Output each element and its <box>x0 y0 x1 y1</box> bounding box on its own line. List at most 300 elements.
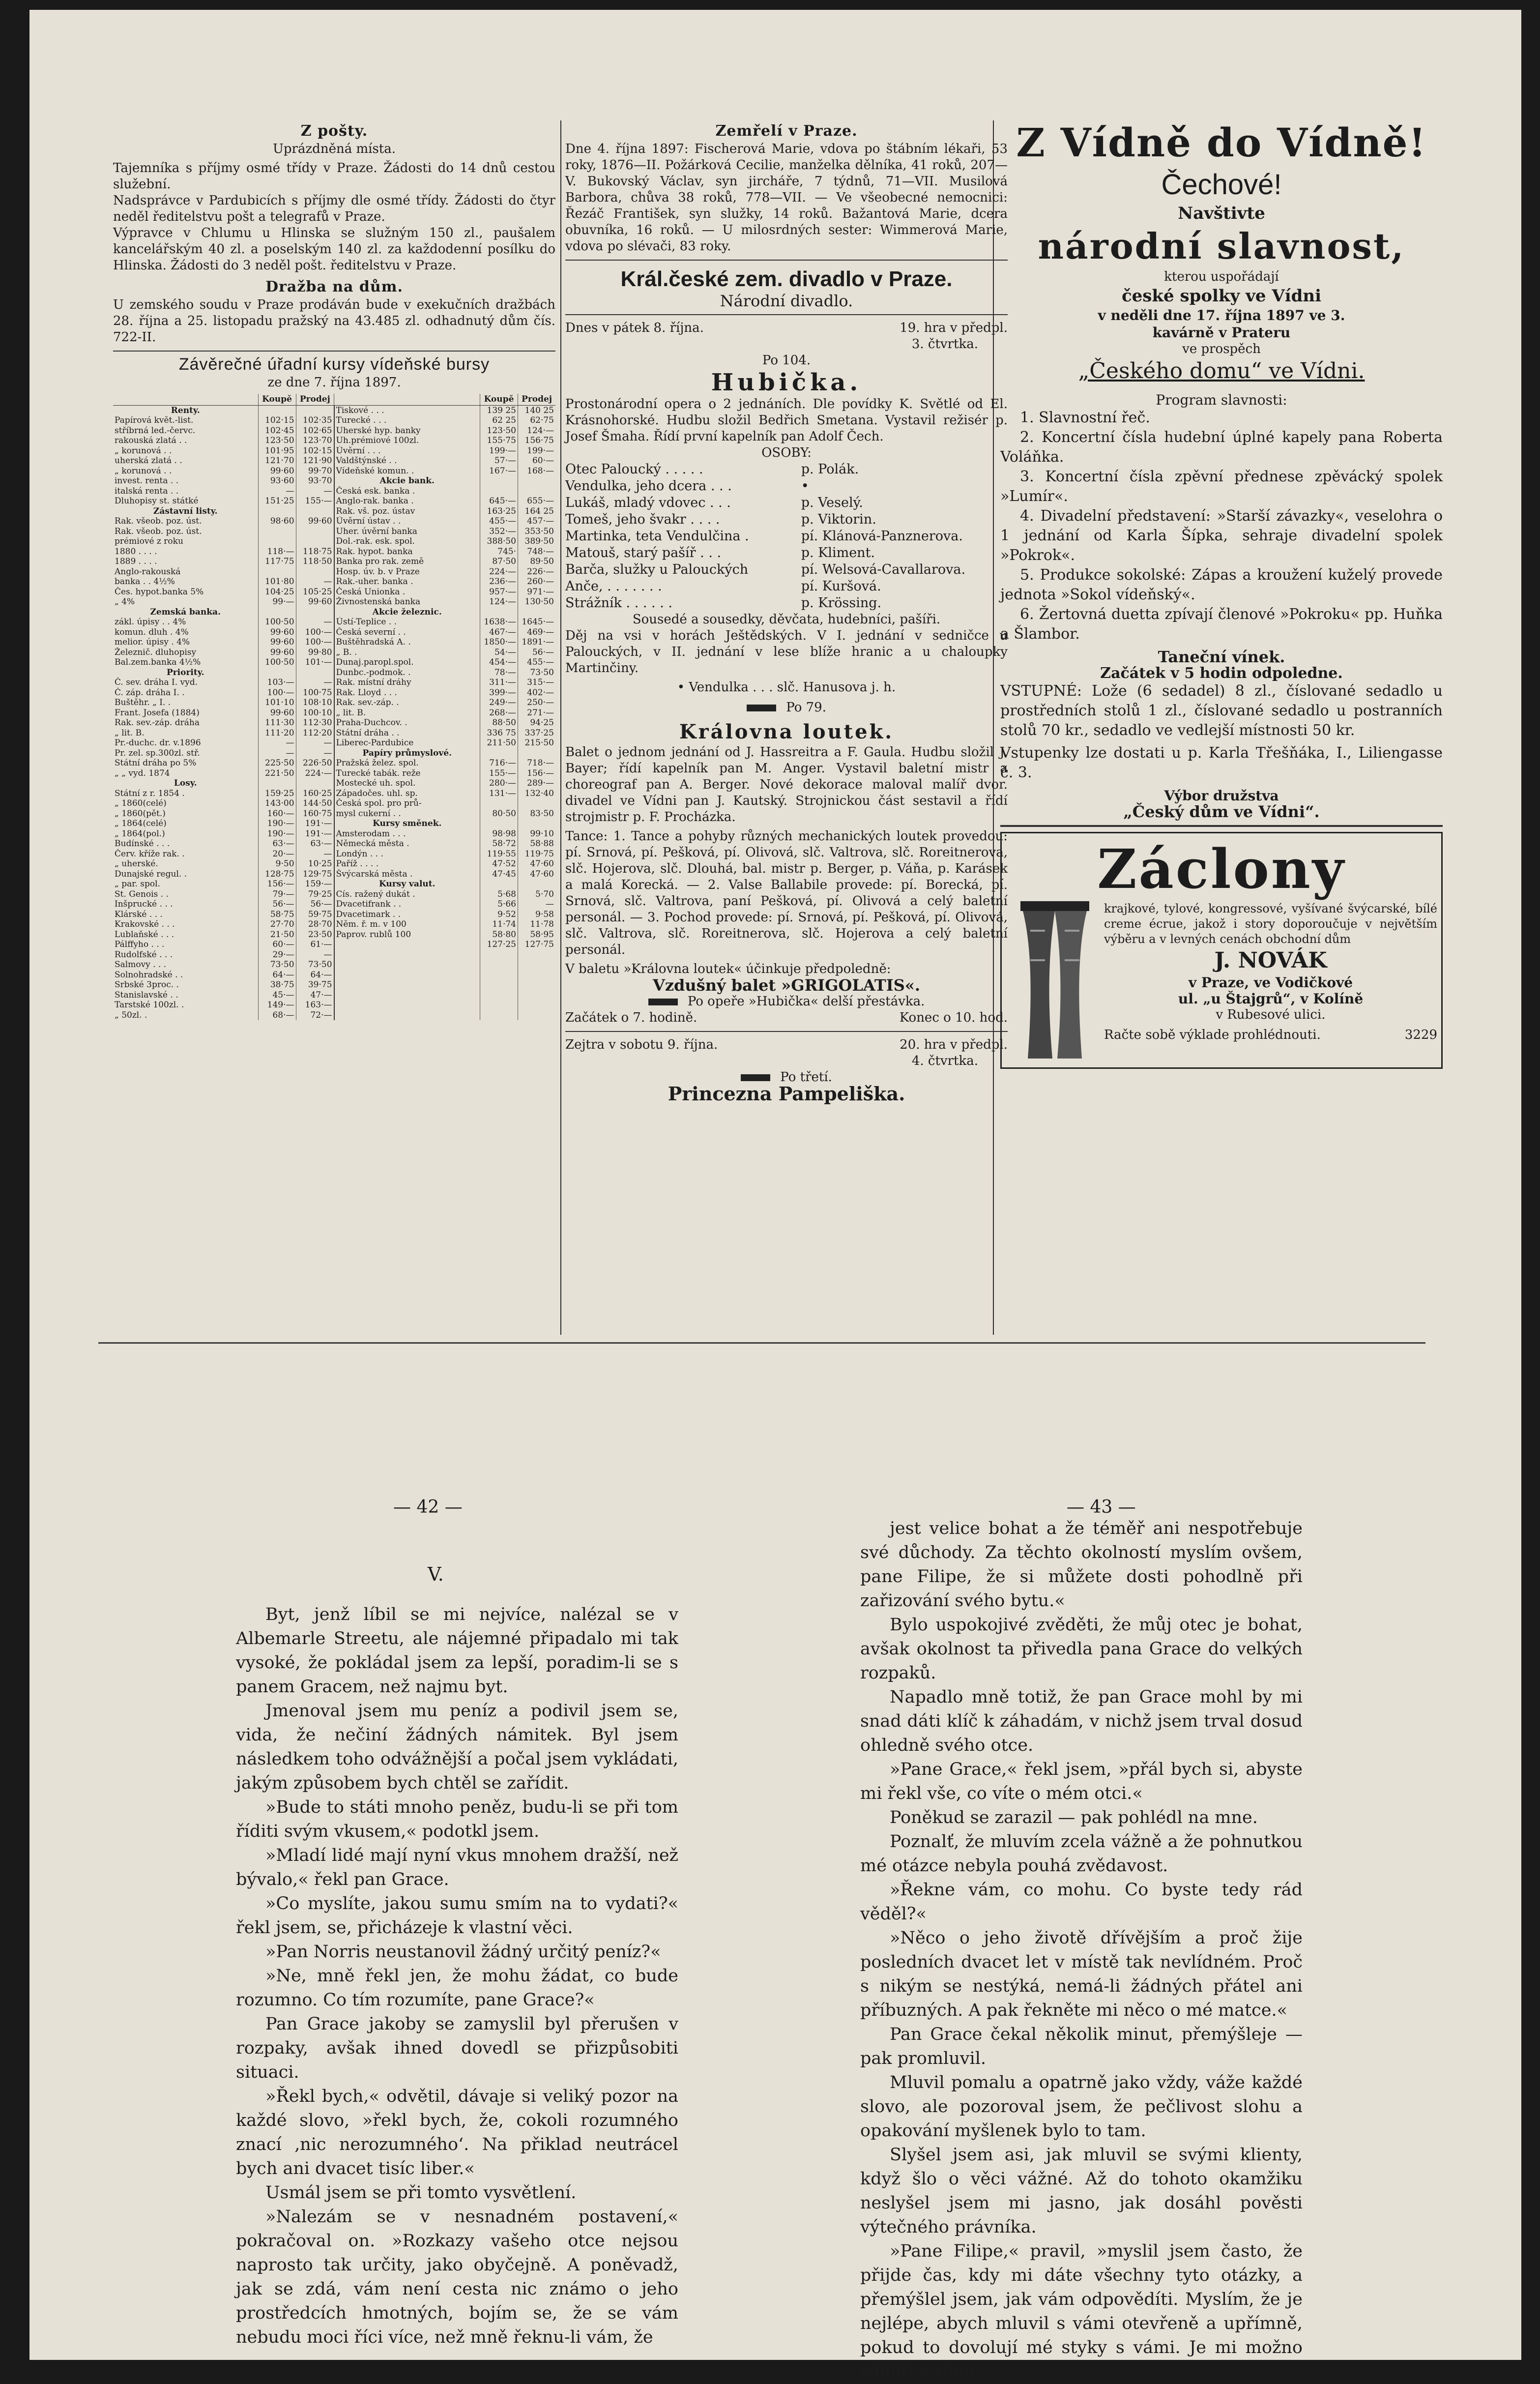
table-cell: Česká esk. banka . <box>334 486 480 497</box>
table-cell: 21·50 <box>258 930 296 940</box>
page-number-left: — 42 — <box>393 1497 463 1517</box>
table-cell: Anglo-rakouská <box>115 566 181 577</box>
table-cell: 105·25 <box>296 587 334 597</box>
table-cell: 94·25 <box>518 718 556 728</box>
cast-row <box>565 545 1008 561</box>
table-cell: komun. dluh . 4% <box>115 627 189 637</box>
table-cell: Pražská želez. spol. <box>334 758 480 768</box>
table-cell: 101·95 <box>258 446 296 456</box>
table-cell <box>480 879 518 889</box>
table-cell: 99·60 <box>258 648 296 658</box>
table-cell: 58·95 <box>518 930 556 940</box>
table-cell: 124·— <box>480 597 518 607</box>
book-page-right <box>860 1517 1303 2384</box>
table-cell: 119·55 <box>480 849 518 859</box>
table-cell: 163·— <box>296 1000 334 1010</box>
section-divider <box>98 1342 1425 1344</box>
cast-row <box>565 478 1008 495</box>
cast-row <box>565 511 1008 528</box>
program-item: 6. Žertovná duetta zpívají členové »Pokroku« pp. Huňka a Šlambor. <box>1000 606 1443 643</box>
table-cell: 225·50 <box>258 758 296 768</box>
table-cell: 123·70 <box>296 436 334 446</box>
program-item: 1. Slavnostní řeč. <box>1020 409 1150 426</box>
table-cell: 311·— <box>480 677 518 688</box>
table-cell: 718·— <box>518 758 556 768</box>
table-cell: Úvěrní ústav . . <box>334 516 480 527</box>
table-cell: Bal.zem.banka 4½% <box>115 657 201 667</box>
table-cell: 89·50 <box>518 557 556 567</box>
table-cell: 249·— <box>480 698 518 708</box>
table-cell: 224·— <box>296 768 334 779</box>
table-cell <box>334 1000 480 1010</box>
table-cell: 971·— <box>518 587 556 597</box>
table-cell: 80·50 <box>480 809 518 819</box>
table-cell: 745· <box>480 547 518 557</box>
table-cell: 143·00 <box>258 798 296 809</box>
table-cell: 127·25 <box>480 940 518 950</box>
table-cell: 132·40 <box>518 789 556 799</box>
table-cell: Dluhopisy st. státké <box>115 496 199 506</box>
table-row <box>113 516 555 527</box>
table-cell: Čes. hypot.banka 5% <box>115 587 204 597</box>
table-row <box>113 607 555 618</box>
table-cell: — <box>518 899 556 910</box>
table-cell: 68·— <box>258 1010 296 1021</box>
table-cell: 5·70 <box>518 889 556 900</box>
table-cell: 9·50 <box>258 859 296 869</box>
table-cell: 454·— <box>480 657 518 668</box>
table-cell: 155·75 <box>480 436 518 446</box>
table-cell: 1645·— <box>518 617 556 627</box>
novak-invite: Račte sobě výklade prohlédnouti. <box>1104 1028 1321 1042</box>
performance-count-79 <box>565 700 1008 716</box>
table-cell: — <box>296 617 334 627</box>
table-cell <box>296 536 334 547</box>
table-row <box>113 990 555 1001</box>
table-cell: 47·— <box>296 990 334 1001</box>
table-cell: 399·— <box>480 688 518 698</box>
table-cell: 655·— <box>518 496 556 506</box>
table-cell: 190·— <box>258 829 296 839</box>
table-cell: 99·80 <box>296 648 334 658</box>
actor-name: pí. Klánová-Panznerova. <box>801 529 963 544</box>
table-cell: 99·10 <box>518 829 556 839</box>
table-cell: Rak. hypot. banka <box>334 547 480 557</box>
table-cell: 100·— <box>296 627 334 638</box>
table-cell <box>334 950 480 960</box>
third-performance-text: Po třetí. <box>780 1070 832 1085</box>
divider <box>113 351 555 352</box>
table-cell <box>518 819 556 829</box>
table-cell <box>334 970 480 980</box>
table-cell <box>480 748 518 759</box>
table-cell: — <box>296 849 334 859</box>
table-cell <box>480 1000 518 1010</box>
table-cell: 402·— <box>518 688 556 698</box>
table-cell: Liberec-Pardubice <box>334 738 480 748</box>
table-row <box>113 980 555 990</box>
tomorrow-row <box>565 1037 1008 1053</box>
table-cell: uherská zlatá . . <box>115 456 182 466</box>
pointing-hand-icon <box>648 999 678 1005</box>
table-cell: Srbské 3proc. . <box>115 980 179 990</box>
guest-note: • Vendulka . . . slč. Hanusova j. h. <box>677 680 896 695</box>
book-paragraph: Slyšel jsem asi, jak mluvil se svými klienty, když šlo o věci vážné. Až do tohoto okamžiku neslyšel jsem mi jasno, jak dosáhl pověsti výtečného právníka. <box>860 2145 1303 2237</box>
table-cell: 199·— <box>480 446 518 456</box>
table-cell: 59·75 <box>296 910 334 920</box>
table-cell: 79·— <box>258 889 296 900</box>
table-cell <box>258 778 296 789</box>
table-cell: 156·— <box>258 879 296 889</box>
table-cell: 645·— <box>480 496 518 506</box>
table-cell: Buštěhradská A. . <box>334 637 480 648</box>
table-cell: Buštěhr. „ I. . <box>115 698 171 707</box>
theatre-subheading: Národní divadlo. <box>720 292 853 310</box>
table-cell: rakouská zlatá . . <box>115 436 187 445</box>
table-row <box>113 930 555 940</box>
table-cell: Německá města . <box>334 839 480 849</box>
table-cell: 168·— <box>518 466 556 476</box>
table-cell: Lublaňské . . . <box>115 929 174 940</box>
table-cell: 164 25 <box>518 506 556 517</box>
column-rule-1 <box>560 120 561 1335</box>
divider <box>1000 825 1443 827</box>
table-cell: Česká Unionka . <box>334 587 480 597</box>
table-cell: Renty. <box>171 405 200 415</box>
table-cell: 58·80 <box>480 930 518 940</box>
table-cell: 99·60 <box>258 627 296 638</box>
pointing-hand-icon <box>741 1074 770 1081</box>
table-cell <box>518 970 556 980</box>
table-cell: 118·50 <box>296 557 334 567</box>
ad-narodni-slavnost: národní slavnost, <box>1038 225 1405 267</box>
table-cell: 353·50 <box>518 527 556 537</box>
table-cell: Tarstské 100zl. . <box>115 1000 184 1010</box>
table-cell: Paprov. rublů 100 <box>334 930 480 940</box>
table-row <box>113 940 555 950</box>
drazba-paragraph: U zemského soudu v Praze prodáván bude v exekučních dražbách 28. října a 25. listopadu pražský na 43.485 zl. odhadnutý dům čís. 722-II. <box>113 297 555 345</box>
program-item: 4. Divadelní představení: »Starší závazky«, veselohra o 1 jednání od Karla Šípka, sehraje divadelní spolek »Pokrok«. <box>1000 507 1443 564</box>
table-cell: Živnostenská banka <box>334 597 480 607</box>
table-cell: 102·35 <box>296 415 334 426</box>
table-cell: 99·— <box>258 597 296 607</box>
novak-address-1: v Praze, ve Vodičkové <box>1188 974 1353 991</box>
table-row <box>113 768 555 779</box>
book-paragraph: »Ne, mně řekl jen, že mohu žádat, co bude rozumno. Co tím rozumíte, pane Grace?« <box>236 1966 678 2010</box>
posta-paragraph-1: Tajemníka s příjmy osmé třídy v Praze. Žádosti do 14 dnů cestou služební. <box>113 161 555 192</box>
table-cell: Rak. všeob. poz. úst. <box>115 526 202 536</box>
table-cell: stříbrná led.-červc. <box>115 425 196 436</box>
actor-name: p. Veselý. <box>801 495 863 510</box>
table-row <box>113 950 555 960</box>
book-paragraph: jest velice bohat a že téměř ani nespotřebuje své důchody. Za těchto okolností myslím ovšem, pane Filipe, že si můžete dosti pohodlně při zařizování svého bytu.« <box>860 1519 1303 1611</box>
ad-venue: kavárně v Prateru <box>1152 324 1291 341</box>
table-cell: Dol.-rak. esk. spol. <box>334 536 480 547</box>
table-cell: „ par. spol. <box>115 879 160 889</box>
table-row <box>113 536 555 547</box>
table-cell: Rudolfské . . . <box>115 949 173 960</box>
kursy-table-body <box>113 405 555 1020</box>
table-cell <box>296 668 334 678</box>
program-heading: Program slavnosti: <box>1156 392 1287 408</box>
table-cell: 716·— <box>480 758 518 768</box>
table-cell: Rak. všeob. poz. úst. <box>115 516 202 526</box>
table-row <box>113 899 555 910</box>
table-cell: 100·50 <box>258 657 296 668</box>
admission-text: VSTUPNÉ: Lože (6 sedadel) 8 zl., číslované sedadlo u prostředních stolů 1 zl., číslované sedadlo u postranních stolů 70 kr., sedadlo ve vedlejší místnosti 50 kr. <box>1000 682 1443 739</box>
column-header: Prodej <box>296 394 334 405</box>
table-cell <box>480 960 518 970</box>
table-cell: 101·— <box>296 657 334 668</box>
table-cell: 160·75 <box>296 809 334 819</box>
table-cell: 62·75 <box>518 415 556 426</box>
table-cell: 224·— <box>480 567 518 577</box>
table-cell: — <box>296 950 334 960</box>
table-row <box>113 617 555 627</box>
table-cell: Kursy valut. <box>334 879 480 889</box>
actor-name: p. Kliment. <box>801 545 875 560</box>
table-cell: Salmovy . . . <box>115 960 167 970</box>
table-cell: 56·— <box>258 899 296 910</box>
table-cell <box>480 476 518 486</box>
table-cell: 128·75 <box>258 869 296 880</box>
table-cell <box>518 748 556 759</box>
table-row <box>113 587 555 597</box>
table-cell: Uh.prémiové 100zl. <box>334 436 480 446</box>
performance-count: Po 104. <box>762 353 811 368</box>
table-cell: Západočes. uhl. sp. <box>334 789 480 799</box>
table-cell: 79·25 <box>296 889 334 900</box>
table-cell: 100·10 <box>296 708 334 718</box>
opera-description: Prostonárodní opera o 2 jednáních. Dle povídky K. Světlé od El. Krásnohorské. Hudbu složil Bedřich Smetana. Vystavil režisér p. Josef Šmaha. Řídí první kapelník pan Adolf Čech. <box>565 397 1008 444</box>
table-cell: 163·25 <box>480 506 518 517</box>
table-row <box>113 415 555 426</box>
table-cell: 72·— <box>296 1010 334 1021</box>
table-cell <box>258 405 296 415</box>
table-cell: Mostecké uh. spol. <box>334 778 480 789</box>
table-cell: Krakovské . . . <box>115 919 175 929</box>
table-cell: 455·— <box>518 657 556 668</box>
novak-address-3: v Rubesové ulici. <box>1216 1007 1326 1022</box>
air-ballet-intro: V baletu »Královna loutek« účinkuje předpoledně: <box>565 962 891 976</box>
novak-footer <box>1104 1027 1437 1043</box>
table-cell: 151·25 <box>258 496 296 506</box>
table-row <box>113 547 555 557</box>
table-cell: Červ. kříže rak. . <box>115 849 185 859</box>
table-cell: Valdštýnské . . <box>334 456 480 466</box>
table-cell: 748·— <box>518 547 556 557</box>
table-cell: invest. renta . . <box>115 476 179 486</box>
book-paragraph: »Pane Filipe,« pravil, »myslil jsem často, že přijde čas, kdy mi dáte všechny tyto otázky, a přemýšlel jsem, jak vám odpovědíti. Myslím, že je nejlépe, abych mluvil s vámi otevřeně a upřímně, pokud to dovolují mé styky s vámi. Je mi možno sděliti s vámi <box>860 2241 1303 2382</box>
table-cell: 289·— <box>518 778 556 789</box>
zaclony-description: krajkové, tylové, kongressové, vyšívané švýcarské, bílé creme écrue, jakož i story doporoučuje v největším výběru a v levných cenách obchodní dům <box>1104 902 1437 946</box>
table-cell: 112·30 <box>296 718 334 728</box>
table-cell: Česká spol. pro prů- <box>334 798 480 809</box>
table-cell <box>518 476 556 486</box>
table-cell: 191·— <box>296 829 334 839</box>
table-cell: 99·60 <box>296 516 334 527</box>
subscription-number: 19. hra v předpl. <box>900 321 1008 335</box>
posta-paragraph-2: Nadsprávce v Pardubicích s příjmy dle osmé třídy. Žádosti do čtyr neděl ředitelstvu pošt a telegrafů v Praze. <box>113 193 555 224</box>
table-cell <box>518 980 556 990</box>
table-row <box>113 668 555 678</box>
tickets-text: Vstupenky lze dostati u p. Karla Třešňáka, I., Liliengasse č. 3. <box>1000 744 1443 781</box>
table-cell: 156·— <box>518 768 556 779</box>
table-cell <box>480 1010 518 1021</box>
table-cell: 100·— <box>258 688 296 698</box>
table-row <box>113 879 555 889</box>
role-name: Vendulka, jeho dcera . . . <box>565 478 732 494</box>
book-paragraph: Bylo uspokojivé zvěděti, že můj otec je bohat, avšak okolnost ta přivedla pana Grace do velkých rozpaků. <box>860 1615 1303 1683</box>
table-cell: 60·— <box>258 940 296 950</box>
times-row <box>565 1010 1008 1026</box>
book-paragraph: Byt, jenž líbil se mi nejvíce, nalézal se v Albemarle Streetu, ale nájemné připadalo mi tak vysoké, že pokládal jsem za lepší, poradim-li se s panem Gracem, než najmu byt. <box>236 1605 678 1697</box>
table-cell <box>334 980 480 990</box>
table-cell <box>296 506 334 517</box>
table-cell: — <box>296 486 334 497</box>
column-header: Prodej <box>518 394 556 405</box>
tomorrow-label: Zejtra v sobotu 9. října. <box>565 1037 718 1052</box>
table-cell: Cís. ražený dukát . <box>334 889 480 900</box>
intermission-text: Po opeře »Hubička« delší přestávka. <box>687 994 925 1009</box>
cast-heading: OSOBY: <box>761 445 812 460</box>
program-date-row <box>565 320 1008 336</box>
table-cell: 11·78 <box>518 919 556 930</box>
table-cell: Rak. sev.-záp. . <box>334 698 480 708</box>
table-cell: 99·60 <box>296 597 334 607</box>
table-cell: Dvacetimark . . <box>334 910 480 920</box>
table-cell: 5·68 <box>480 889 518 900</box>
book-paragraph: »Řekne vám, co mohu. Co byste tedy rád věděl?« <box>860 1880 1303 1924</box>
zaclony-headline: Záclony <box>1097 837 1346 901</box>
book-paragraph: »Řekl bych,« odvětil, dávaje si veliký pozor na každé slovo, »řekl bych, že, cokoli rozumného znací ‚nic nerozumného‘. Na přiklad neutrácel bych ani dvacet tisíc liber.« <box>236 2087 678 2178</box>
table-cell: 23·50 <box>296 930 334 940</box>
table-cell: Rak. sev.-záp. dráha <box>115 718 200 728</box>
book-paragraph: Poněkud se zarazil — pak pohlédl na mne. <box>890 1808 1258 1827</box>
table-cell: 64·— <box>258 970 296 980</box>
table-cell: „ lit. B. <box>115 728 145 738</box>
table-cell: 144·50 <box>296 798 334 809</box>
table-cell <box>480 798 518 809</box>
actor-name: pí. Welsová-Cavallarova. <box>801 562 966 577</box>
table-cell: Pr.-duchc. dr. v.1896 <box>115 738 201 748</box>
cast-row <box>565 595 1008 612</box>
book-paragraph: »Pane Grace,« řekl jsem, »přál bych si, abyste mi řekl vše, co víte o mém otci.« <box>860 1760 1303 1803</box>
table-cell: 123·50 <box>480 426 518 436</box>
table-cell: 73·50 <box>258 960 296 970</box>
table-cell <box>480 970 518 980</box>
table-cell: — <box>296 748 334 759</box>
table-cell: 29·— <box>258 950 296 960</box>
table-cell: 78·— <box>480 668 518 678</box>
table-row <box>113 869 555 880</box>
column-left <box>113 118 555 1020</box>
program-list <box>1000 408 1443 644</box>
table-cell: „ lit. B. <box>334 708 480 718</box>
table-cell: „ „ vyd. 1874 <box>115 768 170 778</box>
table-cell: 20·— <box>258 849 296 859</box>
table-cell: 9·52 <box>480 910 518 920</box>
table-cell: 271·— <box>518 708 556 718</box>
table-cell: 103·— <box>258 677 296 688</box>
cast-row <box>565 561 1008 578</box>
table-cell: „ 1860(pět.) <box>115 808 166 819</box>
posta-subheading: Uprázdněná místa. <box>273 142 396 156</box>
table-cell <box>258 607 296 618</box>
role-name: Lukáš, mladý vdovec . . . <box>565 495 731 510</box>
table-cell: Papírová květ.-list. <box>115 415 194 425</box>
actor-name: p. Viktorin. <box>801 512 876 527</box>
table-cell: 58·75 <box>258 910 296 920</box>
actor-name: p. Polák. <box>801 462 859 477</box>
divider <box>565 260 1008 261</box>
table-cell <box>518 1000 556 1010</box>
table-row <box>113 557 555 567</box>
table-cell: 957·— <box>480 587 518 597</box>
table-row <box>113 708 555 718</box>
table-cell: 211·50 <box>480 738 518 748</box>
table-cell: 73·50 <box>518 668 556 678</box>
table-row <box>113 778 555 789</box>
table-cell: 111·30 <box>258 718 296 728</box>
table-cell: Solnohradské . . <box>115 970 183 980</box>
table-cell <box>258 567 296 577</box>
table-row <box>113 456 555 466</box>
table-cell <box>518 607 556 618</box>
table-cell: Č. sev. dráha I. vyd. <box>115 677 198 687</box>
table-cell: 469·— <box>518 627 556 638</box>
novak-name: J. NOVÁK <box>1214 948 1327 973</box>
table-cell: 56·— <box>296 899 334 910</box>
table-cell: Uherské hyp. banky <box>334 426 480 436</box>
book-page-left <box>236 1603 678 2350</box>
role-name: Barča, služky u Palouckých <box>565 562 749 577</box>
table-cell: 83·50 <box>518 809 556 819</box>
table-row <box>113 748 555 759</box>
table-cell: 236·— <box>480 577 518 587</box>
table-cell: 388·50 <box>480 536 518 547</box>
table-cell: Banka pro rak. země <box>334 557 480 567</box>
table-cell <box>518 990 556 1001</box>
table-cell: 28·70 <box>296 919 334 930</box>
table-row <box>113 789 555 799</box>
table-cell: 121·90 <box>296 456 334 466</box>
table-cell: 102·65 <box>296 426 334 436</box>
cast-row <box>565 578 1008 595</box>
table-cell: Něm. ř. m. v 100 <box>334 919 480 930</box>
table-cell: Dunaj.paropl.spol. <box>334 657 480 668</box>
chapter-number: V. <box>428 1563 444 1585</box>
table-cell: 315·— <box>518 677 556 688</box>
table-cell: 10·25 <box>296 859 334 869</box>
table-cell: Losy. <box>174 778 197 788</box>
table-cell: 159·25 <box>258 789 296 799</box>
table-cell: St. Genois . . <box>115 889 169 899</box>
table-row <box>113 849 555 859</box>
table-cell: Vídeňské komun. . <box>334 466 480 476</box>
ad-cechove: Čechové! <box>1161 169 1282 201</box>
table-row <box>113 637 555 648</box>
table-cell: 93·60 <box>258 476 296 486</box>
table-cell: 139 25 <box>480 405 518 415</box>
table-cell: — <box>258 486 296 497</box>
table-cell: Stanislavské . . <box>115 990 178 1000</box>
table-row <box>113 910 555 920</box>
tomorrow-subscription: 20. hra v předpl. <box>900 1037 1008 1052</box>
table-cell: banka . . 4½% <box>115 577 175 587</box>
dances-description: Tance: 1. Tance a pohyby různých mechanických loutek provedou: pí. Srnová, pí. Pešková, pí. Olivová, slč. Valtrova, slč. Roreitnerova, slč. Hojerova, slč. Dlouhá, bal. mistr p. Berger, p. Váňa, p. Karásek a malá Korecká. — 2. Valse Ballabile provede: pí. Borecká, pí. Srnová, slč. Valtrova, paní Pešková, pí. Olivová a celý baletní personál. — 3. Pochod provede: pí. Srnová, pí. Pešková, pí. Olivová, slč. Valtrova, slč. Roreitnerova, slč. Hojerova a celý baletní personál. <box>565 829 1008 957</box>
table-cell <box>334 990 480 1001</box>
